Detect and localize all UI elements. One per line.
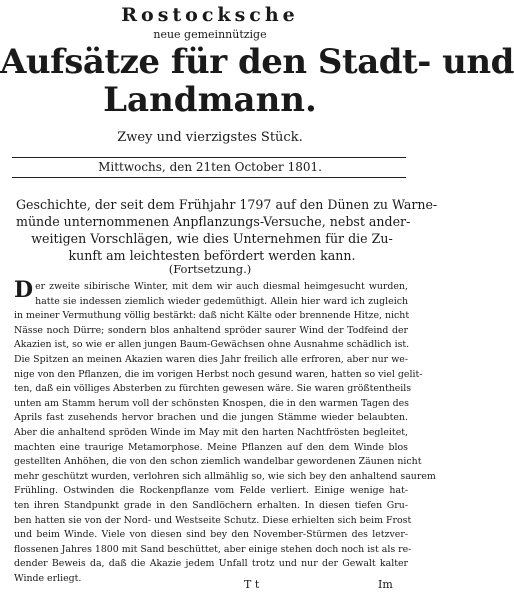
body-line: in meiner Vermuthung völlig bestärkt: daß nicht Kälte oder brennende Hitze, nicht bbox=[14, 310, 410, 322]
dateline: Mittwochs, den 21ten October 1801. bbox=[98, 160, 322, 174]
body-line: ten ihren Standpunkt grade in den Sandlöchern erhalten. In diesen tiefen Gru- bbox=[14, 499, 408, 511]
masthead-title-line3: Landmann. bbox=[103, 80, 317, 120]
body-line: Akazien ist, so wie er allen jungen Baum-Gewächsen ohne Ausnahme schädlich ist. bbox=[14, 339, 410, 351]
body-line: nige von den Pflanzen, die im vorigen Herbst noch gesund waren, hatten so viel gelit- bbox=[14, 368, 423, 380]
catchword: Im bbox=[378, 578, 393, 591]
body-line: Aprils fast zusehends hervor brachen und die jungen Stämme wieder belaubten. bbox=[14, 412, 408, 424]
body-line: Die Spitzen an meinen Akazien waren dies Jahr freilich alle erfroren, aber nur we- bbox=[14, 353, 408, 365]
body-line: machten eine traurige Metamorphose. Meine Pflanzen auf den dem Winde blos bbox=[14, 441, 408, 453]
masthead-subtitle: neue gemeinnützige bbox=[153, 28, 267, 41]
masthead-title-line1: Rostocksche bbox=[121, 4, 299, 26]
continuation-note: (Fortsetzung.) bbox=[168, 262, 252, 276]
body-line: ten, daß ein völliges Absterben zu fürchten gewesen wäre. Sie waren größtentheils bbox=[14, 383, 412, 395]
heading-line: weitigen Vorschlägen, wie dies Unternehmen für die Zu- bbox=[31, 231, 393, 246]
heading-line: Geschichte, der seit dem Frühjahr 1797 auf den Dünen zu Warne- bbox=[16, 197, 438, 212]
issue-number: Zwey und vierzigstes Stück. bbox=[117, 130, 303, 145]
article-heading bbox=[16, 196, 438, 264]
body-line: Aber die anhaltend spröden Winde im May mit den harten Nachtfrösten begleitet, bbox=[14, 426, 408, 438]
body-line: Nässe noch Dürre; sondern blos anhaltend spröder saurer Wind der Todfeind der bbox=[14, 324, 408, 336]
bottom-rule bbox=[12, 177, 406, 178]
body-line: und beim Winde. Viele von diesen sind bey den November-Stürmen des letzver- bbox=[14, 529, 408, 541]
signature-mark: T t bbox=[244, 578, 260, 591]
body-line: flossenen Jahres 1800 mit Sand beschüttet, aber einige stehen doch noch ist als re- bbox=[14, 543, 412, 555]
heading-line: münde unternommenen Anpflanzungs-Versuche, nebst ander- bbox=[16, 214, 411, 229]
body-line: hatte sie indessen ziemlich wieder gedemüthigt. Allein hier ward ich zugleich bbox=[35, 295, 408, 307]
body-line: Frühling. Ostwinden die Rockenpflanze vom Felde verliert. Einige wenige hat- bbox=[14, 485, 408, 497]
body-line: Winde erliegt. bbox=[14, 572, 82, 584]
article-body bbox=[14, 277, 436, 586]
body-line: gestellten Anhöhen, die von den schon ziemlich wandelbar gewordenen Zäunen nicht bbox=[14, 456, 422, 468]
body-line: dender Beweis da, daß die Akazie jedem Unfall trotz und nur der Gewalt kalter bbox=[14, 558, 408, 570]
body-line: mehr geschützt wurden, verlohren sich allmählig so, wie sich bey den anhaltend saurem bbox=[14, 470, 436, 482]
masthead-title-line2: Aufsätze für den Stadt- und bbox=[0, 42, 514, 82]
top-rule bbox=[12, 157, 406, 158]
body-line: er zweite sibirische Winter, mit dem wir auch diesmal heimgesucht wurden, bbox=[35, 281, 408, 292]
drop-cap: D bbox=[14, 277, 34, 303]
heading-line: kunft am leichtesten befördert werden kann. bbox=[68, 248, 356, 263]
body-line: ben hatten sie von der Nord- und Westseite Schutz. Diese erhielten sich beim Frost bbox=[14, 514, 412, 526]
body-line: unten am Stamm herum voll der schönsten Knospen, die in den warmen Tagen des bbox=[14, 397, 409, 409]
